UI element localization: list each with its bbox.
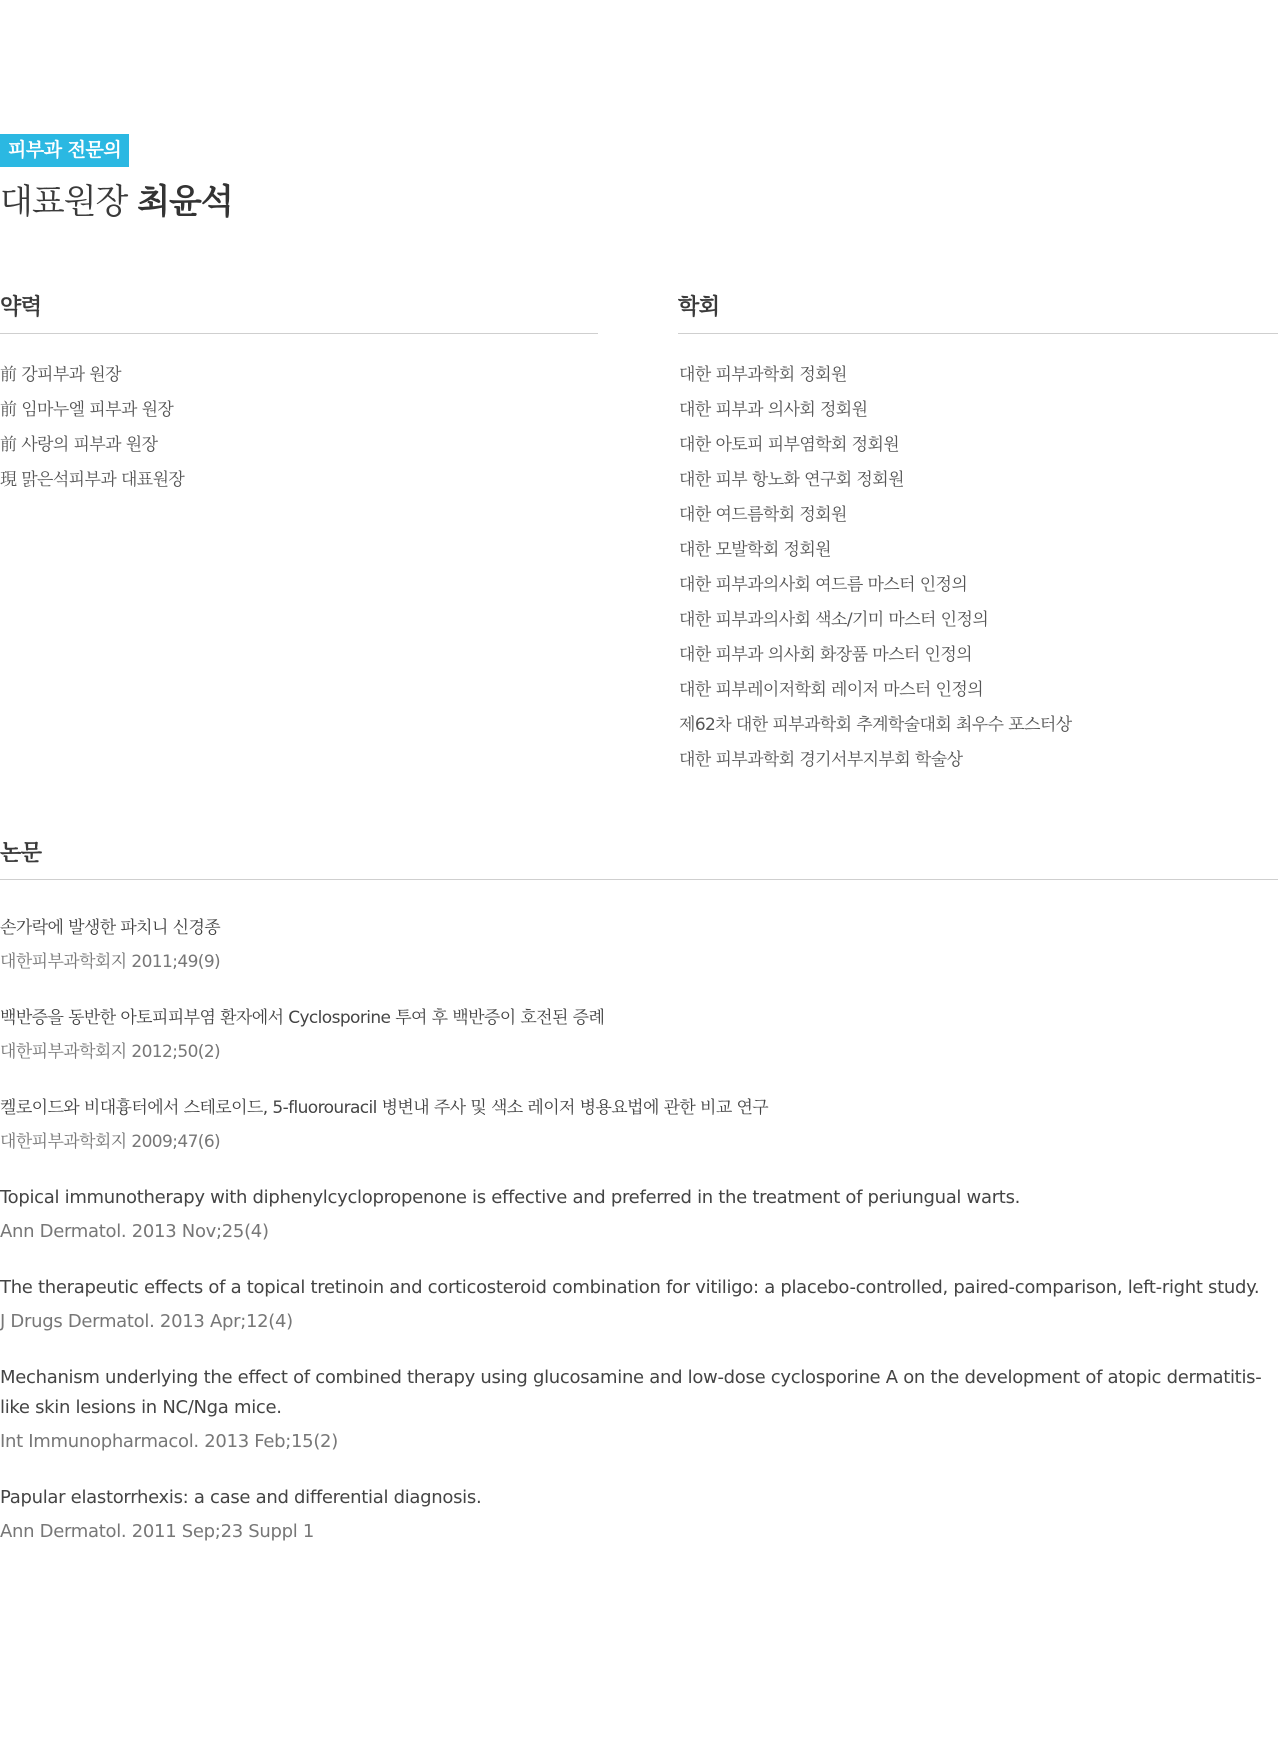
career-item: 前 사랑의 피부과 원장	[0, 435, 158, 455]
career-item: 前 임마누엘 피부과 원장	[0, 400, 174, 420]
papers-list	[0, 913, 1262, 1547]
society-item: 대한 피부과의사회 여드름 마스터 인정의	[679, 575, 968, 595]
society-item: 대한 피부레이저학회 레이저 마스터 인정의	[679, 680, 984, 700]
paper-source: Ann Dermatol. 2011 Sep;23 Suppl 1	[0, 1521, 315, 1542]
society-item: 대한 피부 항노화 연구회 정회원	[679, 470, 904, 490]
societies-heading: 학회	[678, 295, 720, 320]
society-item: 제62차 대한 피부과학회 추계학술대회 최우수 포스터상	[679, 715, 1072, 735]
paper-source: Int Immunopharmacol. 2013 Feb;15(2)	[0, 1431, 338, 1452]
society-item: 대한 피부과 의사회 화장품 마스터 인정의	[679, 645, 972, 665]
career-item: 現 맑은석피부과 대표원장	[0, 470, 185, 490]
paper-title: 켈로이드와 비대흉터에서 스테로이드, 5-fluorouracil 병변내 주사 및 색소 레이저 병용요법에 관한 비교 연구	[0, 1098, 769, 1118]
paper-source: 대한피부과학회지 2011;49(9)	[0, 952, 221, 972]
paper-item	[0, 1003, 1262, 1067]
paper-source: 대한피부과학회지 2009;47(6)	[0, 1132, 221, 1152]
paper-item	[0, 1363, 1262, 1457]
paper-item	[0, 1183, 1262, 1247]
paper-source: J Drugs Dermatol. 2013 Apr;12(4)	[0, 1311, 293, 1332]
career-item: 前 강피부과 원장	[0, 365, 121, 385]
society-item: 대한 피부과의사회 색소/기미 마스터 인정의	[679, 610, 989, 630]
society-item: 대한 아토피 피부염학회 정회원	[679, 435, 900, 455]
society-item: 대한 피부과학회 정회원	[679, 365, 847, 385]
paper-item	[0, 1093, 1262, 1157]
paper-title: Topical immunotherapy with diphenylcyclopropenone is effective and preferred in the treatment of periungual warts.	[0, 1187, 1021, 1208]
career-list	[0, 358, 184, 498]
paper-title: The therapeutic effects of a topical tretinoin and corticosteroid combination for vitiligo: a placebo-controlled, paired-comparison, left-right study.	[0, 1277, 1260, 1298]
paper-item	[0, 1273, 1262, 1337]
paper-source: 대한피부과학회지 2012;50(2)	[0, 1042, 221, 1062]
paper-title: Papular elastorrhexis: a case and differential diagnosis.	[0, 1487, 482, 1508]
society-item: 대한 여드름학회 정회원	[679, 505, 847, 525]
society-item: 대한 모발학회 정회원	[679, 540, 832, 560]
papers-heading: 논문	[0, 841, 42, 866]
societies-list	[679, 358, 1072, 778]
paper-title: Mechanism underlying the effect of combined therapy using glucosamine and low-dose cyclosporine A on the development of atopic dermatitis-like skin lesions in NC/Nga mice.	[0, 1367, 1262, 1418]
doctor-position: 대표원장	[0, 182, 128, 222]
society-item: 대한 피부과 의사회 정회원	[679, 400, 868, 420]
specialty-badge: 피부과 전문의	[0, 134, 129, 167]
paper-item	[0, 1483, 1262, 1547]
career-heading: 약력	[0, 295, 42, 320]
societies-divider	[678, 333, 1278, 334]
paper-title: 손가락에 발생한 파치니 신경종	[0, 918, 221, 938]
paper-title: 백반증을 동반한 아토피피부염 환자에서 Cyclosporine 투여 후 백반증이 호전된 증례	[0, 1008, 605, 1028]
paper-item	[0, 913, 1262, 977]
society-item: 대한 피부과학회 경기서부지부회 학술상	[679, 750, 963, 770]
doctor-name: 최윤석	[137, 182, 233, 222]
paper-source: Ann Dermatol. 2013 Nov;25(4)	[0, 1221, 269, 1242]
papers-divider	[0, 879, 1278, 880]
career-divider	[0, 333, 598, 334]
doctor-title	[0, 176, 233, 228]
